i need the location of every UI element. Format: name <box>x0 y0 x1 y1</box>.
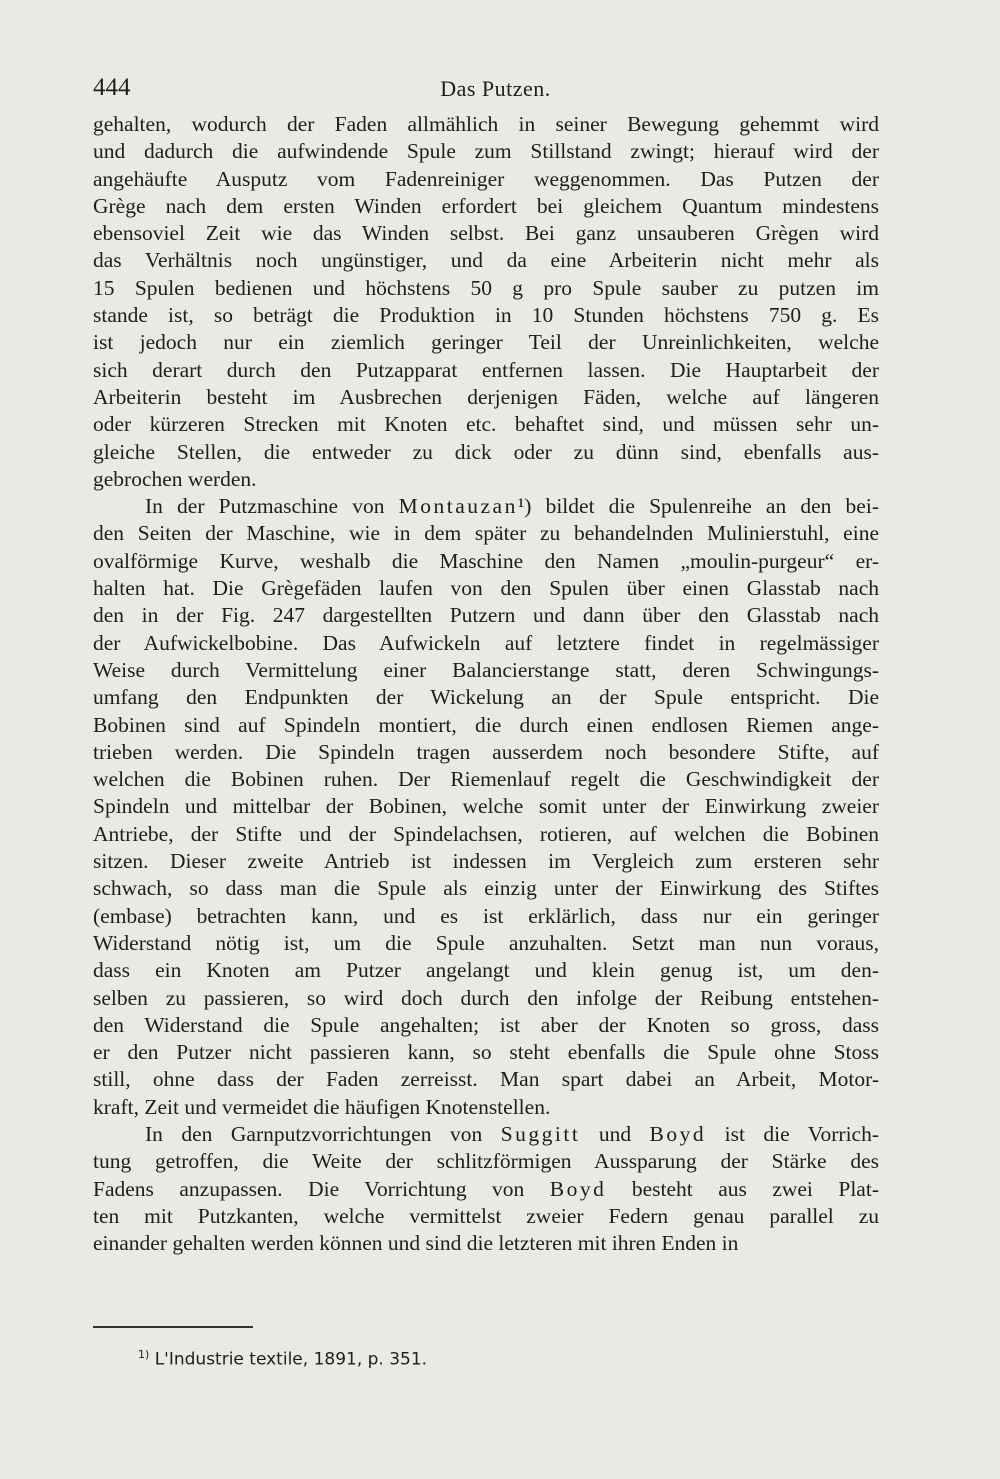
text-line: 15 Spulen bedienen und höchstens 50 g pro Spule sauber zu putzen im <box>93 275 879 300</box>
footnote <box>138 1348 427 1370</box>
text-line: dass ein Knoten am Putzer angelangt und klein genug ist, um den- <box>93 958 879 983</box>
text-line: Antriebe, der Stifte und der Spindelachsen, rotieren, auf welchen die Bobinen <box>93 821 879 846</box>
footnote-marker: 1) <box>138 1348 150 1361</box>
footnote-text: L'Industrie textile, 1891, p. 351. <box>154 1349 428 1370</box>
text-line: gleiche Stellen, die entweder zu dick oder zu dünn sind, ebenfalls aus- <box>93 439 879 464</box>
text-line: oder kürzeren Strecken mit Knoten etc. behaftet sind, und müssen sehr un- <box>93 412 879 437</box>
text-line: halten hat. Die Grègefäden laufen von den Spulen über einen Glasstab nach <box>93 576 879 601</box>
text-line: das Verhältnis noch ungünstiger, und da eine Arbeiterin nicht mehr als <box>93 248 879 273</box>
text-line: still, ohne dass der Faden zerreisst. Man spart dabei an Arbeit, Motor- <box>93 1067 879 1092</box>
text-line: Weise durch Vermittelung einer Balancierstange statt, deren Schwingungs- <box>93 657 879 682</box>
text-line: schwach, so dass man die Spule als einzig unter der Einwirkung des Stiftes <box>93 876 879 901</box>
text-line: stande ist, so beträgt die Produktion in 10 Stunden höchstens 750 g. Es <box>93 303 879 328</box>
footnote-rule <box>93 1326 253 1328</box>
text-line: kraft, Zeit und vermeidet die häufigen Knotenstellen. <box>93 1094 551 1119</box>
text-line: den Seiten der Maschine, wie in dem später zu behandelnden Mulinierstuhl, eine <box>93 521 879 546</box>
text-line: In den Garnputzvorrichtungen von Suggitt und Boyd ist die Vorrich- <box>145 1121 879 1146</box>
text-line: ten mit Putzkanten, welche vermittelst zweier Federn genau parallel zu <box>93 1203 879 1228</box>
text-line: Grège nach dem ersten Winden erfordert bei gleichem Quantum mindestens <box>93 193 879 218</box>
paragraph <box>93 111 879 493</box>
text-line: (embase) betrachten kann, und es ist erklärlich, dass nur ein geringer <box>93 903 879 928</box>
spaced-name: Boyd <box>549 1176 607 1201</box>
text-line: Fadens anzupassen. Die Vorrichtung von Boyd besteht aus zwei Plat- <box>93 1176 879 1201</box>
text-line: sitzen. Dieser zweite Antrieb ist indessen im Vergleich zum ersteren sehr <box>93 849 879 874</box>
text-line: der Aufwickelbobine. Das Aufwickeln auf letztere findet in regelmässiger <box>93 630 879 655</box>
paragraph <box>93 493 879 1121</box>
text-line: und dadurch die aufwindende Spule zum Stillstand zwingt; hierauf wird der <box>93 139 879 164</box>
text-line: Arbeiterin besteht im Ausbrechen derjenigen Fäden, welche auf längeren <box>93 384 879 409</box>
text-line: den Widerstand die Spule angehalten; ist aber der Knoten so gross, dass <box>93 1012 879 1037</box>
text-line: gehalten, wodurch der Faden allmählich in seiner Bewegung gehemmt wird <box>93 112 879 136</box>
page-header <box>93 74 898 110</box>
paragraph <box>93 1121 879 1257</box>
text-line: ebensoviel Zeit wie das Winden selbst. Bei ganz unsauberen Grègen wird <box>93 221 879 246</box>
page-number: 444 <box>93 74 131 101</box>
text-line: Spindeln und mittelbar der Bobinen, welche somit unter der Einwirkung zweier <box>93 794 879 819</box>
text-line: ovalförmige Kurve, weshalb die Maschine den Namen „moulin-purgeur“ er- <box>93 548 879 573</box>
text-line: einander gehalten werden können und sind die letzteren mit ihren Enden in <box>93 1231 739 1256</box>
body-text <box>93 111 879 1257</box>
text-line: angehäufte Ausputz vom Fadenreiniger weggenommen. Das Putzen der <box>93 166 879 191</box>
spaced-name: Suggitt <box>500 1121 581 1146</box>
text-line: sich derart durch den Putzapparat entfernen lassen. Die Hauptarbeit der <box>93 357 879 382</box>
text-line: den in der Fig. 247 dargestellten Putzern und dann über den Glasstab nach <box>93 603 879 628</box>
text-line: ist jedoch nur ein ziemlich geringer Teil der Unreinlichkeiten, welche <box>93 330 879 355</box>
text-line: trieben werden. Die Spindeln tragen ausserdem noch besondere Stifte, auf <box>93 739 879 764</box>
text-line: gebrochen werden. <box>93 466 257 491</box>
text-line: welchen die Bobinen ruhen. Der Riemenlauf regelt die Geschwindigkeit der <box>93 767 879 792</box>
spaced-name: Montauzan <box>398 494 518 519</box>
text-line: In der Putzmaschine von Montauzan¹) bildet die Spulenreihe an den bei- <box>145 494 879 519</box>
text-line: tung getroffen, die Weite der schlitzförmigen Aussparung der Stärke des <box>93 1149 879 1174</box>
spaced-name: Boyd <box>649 1121 707 1146</box>
text-line: er den Putzer nicht passieren kann, so steht ebenfalls die Spule ohne Stoss <box>93 1040 879 1065</box>
text-line: selben zu passieren, so wird doch durch den infolge der Reibung entstehen- <box>93 985 879 1010</box>
text-line: umfang den Endpunkten der Wickelung an der Spule entspricht. Die <box>93 685 879 710</box>
running-head: Das Putzen. <box>440 76 551 101</box>
text-line: Widerstand nötig ist, um die Spule anzuhalten. Setzt man nun voraus, <box>93 930 879 955</box>
text-line: Bobinen sind auf Spindeln montiert, die durch einen endlosen Riemen ange- <box>93 712 879 737</box>
